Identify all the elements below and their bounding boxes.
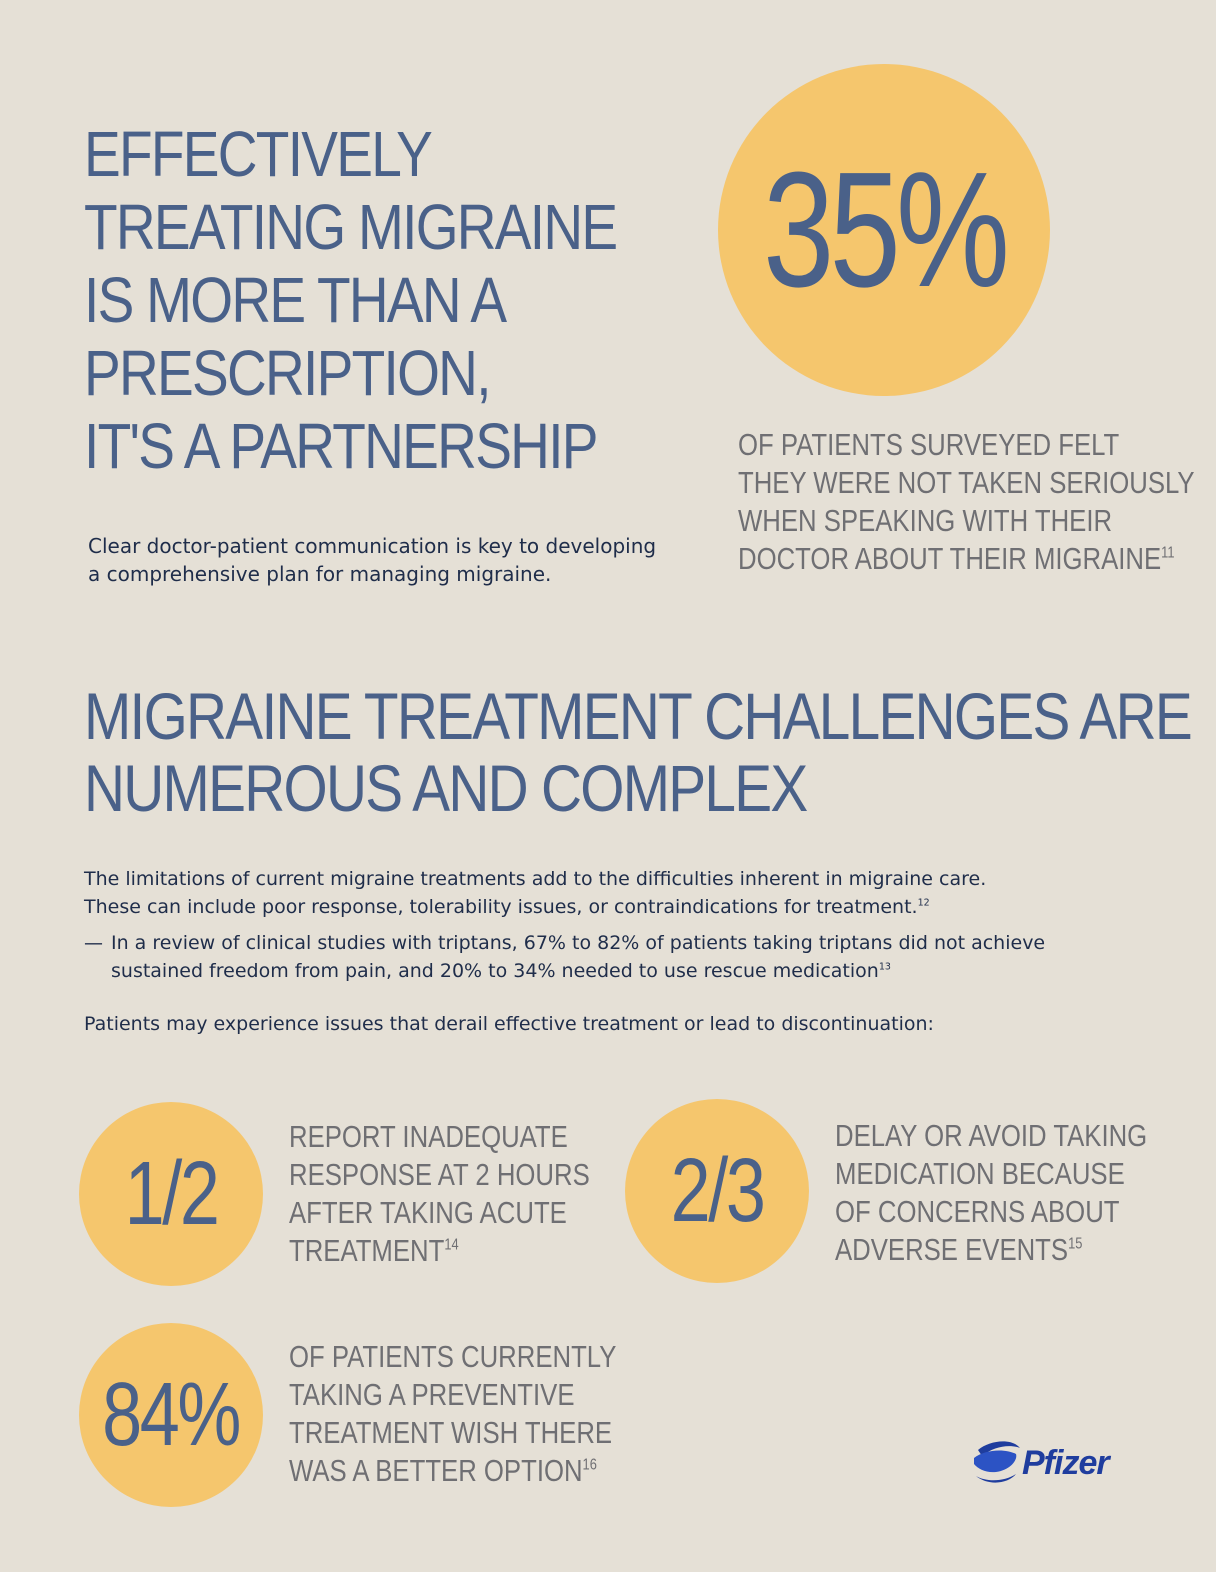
paragraph-line: The limitations of current migraine treatments add to the difficulties inherent in migraine care.: [84, 868, 987, 890]
pfizer-logo-icon: [970, 1436, 1026, 1490]
reference-13: 13: [878, 961, 891, 973]
stat-two-thirds-line: OF CONCERNS ABOUT: [835, 1194, 1120, 1229]
reference-16: 16: [582, 1456, 597, 1474]
stat-84-line: OF PATIENTS CURRENTLY: [289, 1339, 617, 1374]
headline-line: EFFECTIVELY: [84, 118, 432, 190]
stat-35-line: DOCTOR ABOUT THEIR MIGRAINE: [738, 541, 1162, 576]
section-title-line: NUMEROUS AND COMPLEX: [84, 751, 807, 825]
stat-84-description: [289, 1338, 616, 1490]
intro-line: Clear doctor-patient communication is key to developing: [88, 534, 657, 558]
stat-35-circle: [718, 64, 1050, 396]
stat-35-description: [738, 426, 1195, 578]
stat-84-value: 84%: [102, 1364, 240, 1465]
reference-11: 11: [1161, 544, 1175, 562]
stat-84-line: TREATMENT WISH THERE: [289, 1415, 613, 1450]
stat-35-line: WHEN SPEAKING WITH THEIR: [738, 503, 1113, 538]
reference-14: 14: [444, 1236, 459, 1254]
paragraph-line: Patients may experience issues that derail effective treatment or lead to discontinuation:: [84, 1013, 934, 1035]
stat-two-thirds-line: MEDICATION BECAUSE: [835, 1156, 1125, 1191]
stat-two-thirds-line: ADVERSE EVENTS: [835, 1232, 1069, 1267]
paragraph-line: These can include poor response, tolerability issues, or contraindications for treatment.: [84, 896, 918, 918]
reference-15: 15: [1068, 1235, 1083, 1253]
stat-84-circle: [79, 1323, 263, 1507]
pfizer-logo: [970, 1436, 1109, 1490]
stat-half-description: [289, 1118, 590, 1270]
stat-84-line: WAS A BETTER OPTION: [289, 1453, 583, 1488]
intro-line: a comprehensive plan for managing migraine.: [88, 562, 552, 586]
stat-half-circle: [79, 1102, 263, 1286]
headline-line: TREATING MIGRAINE: [84, 191, 617, 263]
section-title: [84, 680, 1191, 824]
discontinuation-paragraph: [84, 1010, 1144, 1038]
headline-line: IT'S A PARTNERSHIP: [84, 410, 597, 482]
reference-12: 12: [917, 897, 930, 909]
stat-half-line: REPORT INADEQUATE: [289, 1119, 568, 1154]
headline-line: IS MORE THAN A: [84, 264, 506, 336]
stat-35-line: THEY WERE NOT TAKEN SERIOUSLY: [738, 465, 1195, 500]
stat-84-line: TAKING A PREVENTIVE: [289, 1377, 575, 1412]
bullet-line: sustained freedom from pain, and 20% to 34% needed to use rescue medication: [111, 960, 879, 982]
stat-half-value: 1/2: [124, 1143, 218, 1244]
stat-half-line: RESPONSE AT 2 HOURS: [289, 1157, 590, 1192]
triptan-bullet: [111, 929, 1171, 985]
intro-paragraph: [88, 532, 688, 588]
stat-35-value: 35%: [763, 138, 1005, 321]
headline: [84, 118, 617, 483]
stat-two-thirds-value: 2/3: [670, 1140, 764, 1241]
limitations-paragraph: [84, 865, 1144, 921]
stat-two-thirds-description: [835, 1117, 1147, 1269]
stat-half-line: TREATMENT: [289, 1233, 445, 1268]
pfizer-wordmark: Pfizer: [1022, 1443, 1109, 1482]
stat-35-line: OF PATIENTS SURVEYED FELT: [738, 427, 1120, 462]
stat-half-line: AFTER TAKING ACUTE: [289, 1195, 567, 1230]
stat-two-thirds-circle: [625, 1099, 809, 1283]
headline-line: PRESCRIPTION,: [84, 337, 490, 409]
section-title-line: MIGRAINE TREATMENT CHALLENGES ARE: [84, 679, 1192, 753]
bullet-line: In a review of clinical studies with triptans, 67% to 82% of patients taking triptans did not achieve: [111, 932, 1046, 954]
stat-two-thirds-line: DELAY OR AVOID TAKING: [835, 1118, 1148, 1153]
bullet-dash: —: [84, 932, 103, 954]
